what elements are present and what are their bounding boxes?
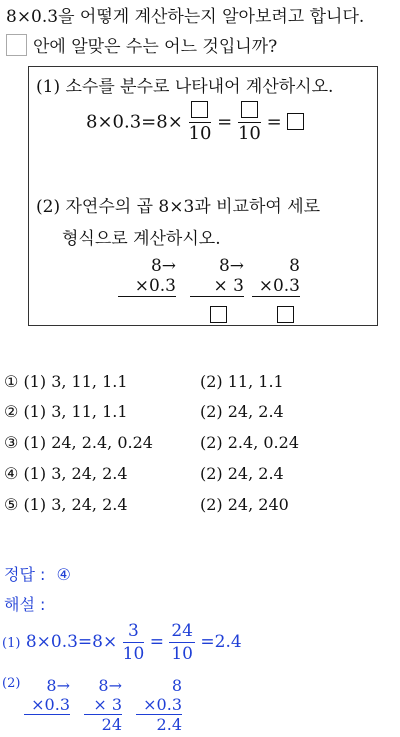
col-result: 2.4 [156, 715, 182, 734]
solution-1 [2, 620, 242, 665]
choice-number: ⑤ [4, 495, 19, 514]
col-mid: × 3 [84, 695, 122, 715]
part1-eq-start: 8×0.3=8× [86, 111, 183, 133]
col-top: 8 [289, 256, 300, 276]
part1-equation [86, 100, 304, 145]
choice-number: ③ [4, 433, 19, 452]
col-top: 8→ [46, 676, 70, 695]
blank-box-icon [191, 101, 208, 118]
choice-part1: (1) 24, 2.4, 0.24 [23, 433, 153, 452]
fraction-numerator-blank [189, 100, 212, 123]
box-col-1 [118, 256, 176, 297]
col-mid: ×0.3 [136, 695, 182, 715]
choice-1[interactable] [4, 372, 284, 391]
col-top: 8→ [150, 256, 176, 276]
blank-box-icon [6, 34, 27, 56]
fraction-numerator-blank [238, 100, 261, 123]
choice-part1: (1) 3, 24, 2.4 [23, 495, 128, 514]
choice-4[interactable] [4, 464, 284, 483]
choice-part1: (1) 3, 11, 1.1 [23, 402, 128, 421]
blank-box-icon [277, 306, 294, 323]
choice-3[interactable] [4, 433, 299, 452]
choice-part2: (2) 24, 2.4 [200, 464, 284, 483]
sol2-col-1 [24, 676, 70, 715]
fraction-denominator: 10 [171, 644, 193, 664]
sol1-prefix: (1) [2, 636, 21, 651]
blank-box-icon [287, 113, 304, 130]
choice-number: ① [4, 372, 19, 391]
choice-5[interactable] [4, 495, 289, 514]
choice-number: ② [4, 402, 19, 421]
choice-part1: (1) 3, 24, 2.4 [23, 464, 128, 483]
part1-fraction-2 [238, 100, 261, 145]
blank-box-icon [241, 101, 258, 118]
choice-part2: (2) 24, 240 [200, 495, 289, 514]
fraction-numerator: 24 [171, 621, 193, 641]
choice-2[interactable] [4, 402, 284, 421]
equals-sign: = [266, 111, 282, 133]
equals-sign: = [217, 111, 233, 133]
box-col-3 [252, 256, 300, 297]
choice-part2: (2) 2.4, 0.24 [200, 433, 299, 452]
sol2-prefix: (2) [2, 676, 21, 691]
part1-fraction-1 [189, 100, 212, 145]
choice-part2: (2) 11, 1.1 [200, 372, 284, 391]
col-mid: × 3 [190, 276, 244, 297]
fraction-numerator: 3 [123, 620, 145, 643]
answer-value: ④ [56, 565, 71, 584]
col-mid: ×0.3 [24, 695, 70, 715]
sol1-fraction-2 [169, 620, 195, 665]
answer-label: 정답 : [4, 565, 46, 584]
part2-line-1: (2) 자연수의 곱 8×3과 비교하여 세로 [36, 197, 321, 217]
sol2-col-2 [84, 676, 122, 734]
fraction-denominator: 10 [188, 123, 212, 144]
sol1-end: =2.4 [200, 632, 242, 652]
part1-title: (1) 소수를 분수로 나타내어 계산하시오. [36, 77, 334, 97]
sol2-col-3 [136, 676, 182, 734]
blank-box-icon [210, 306, 227, 323]
col-mid: ×0.3 [118, 276, 176, 297]
col-top: 8 [171, 676, 182, 695]
fraction-denominator: 10 [237, 123, 261, 144]
box-col-2 [190, 256, 244, 297]
question-line-2 [6, 32, 277, 57]
answer-line [4, 562, 71, 585]
choice-part2: (2) 24, 2.4 [200, 402, 284, 421]
col-result: 24 [101, 715, 122, 734]
col-top: 8→ [218, 256, 244, 276]
part2-line-2: 형식으로 계산하시오. [62, 229, 221, 249]
choice-number: ④ [4, 464, 19, 483]
fraction-denominator: 10 [122, 644, 145, 664]
question-line-2-text: 안에 알맞은 수는 어느 것입니까? [33, 37, 278, 57]
sol1-start: 8×0.3=8× [25, 632, 118, 652]
col-mid: ×0.3 [252, 276, 300, 297]
col-top: 8→ [98, 676, 122, 695]
choice-part1: (1) 3, 11, 1.1 [23, 372, 128, 391]
question-line-1: 8×0.3을 어떻게 계산하는지 알아보려고 합니다. [6, 7, 365, 27]
explain-label: 해설 : [4, 595, 46, 614]
equals-sign: = [149, 632, 164, 652]
sol1-fraction-1 [123, 620, 145, 665]
